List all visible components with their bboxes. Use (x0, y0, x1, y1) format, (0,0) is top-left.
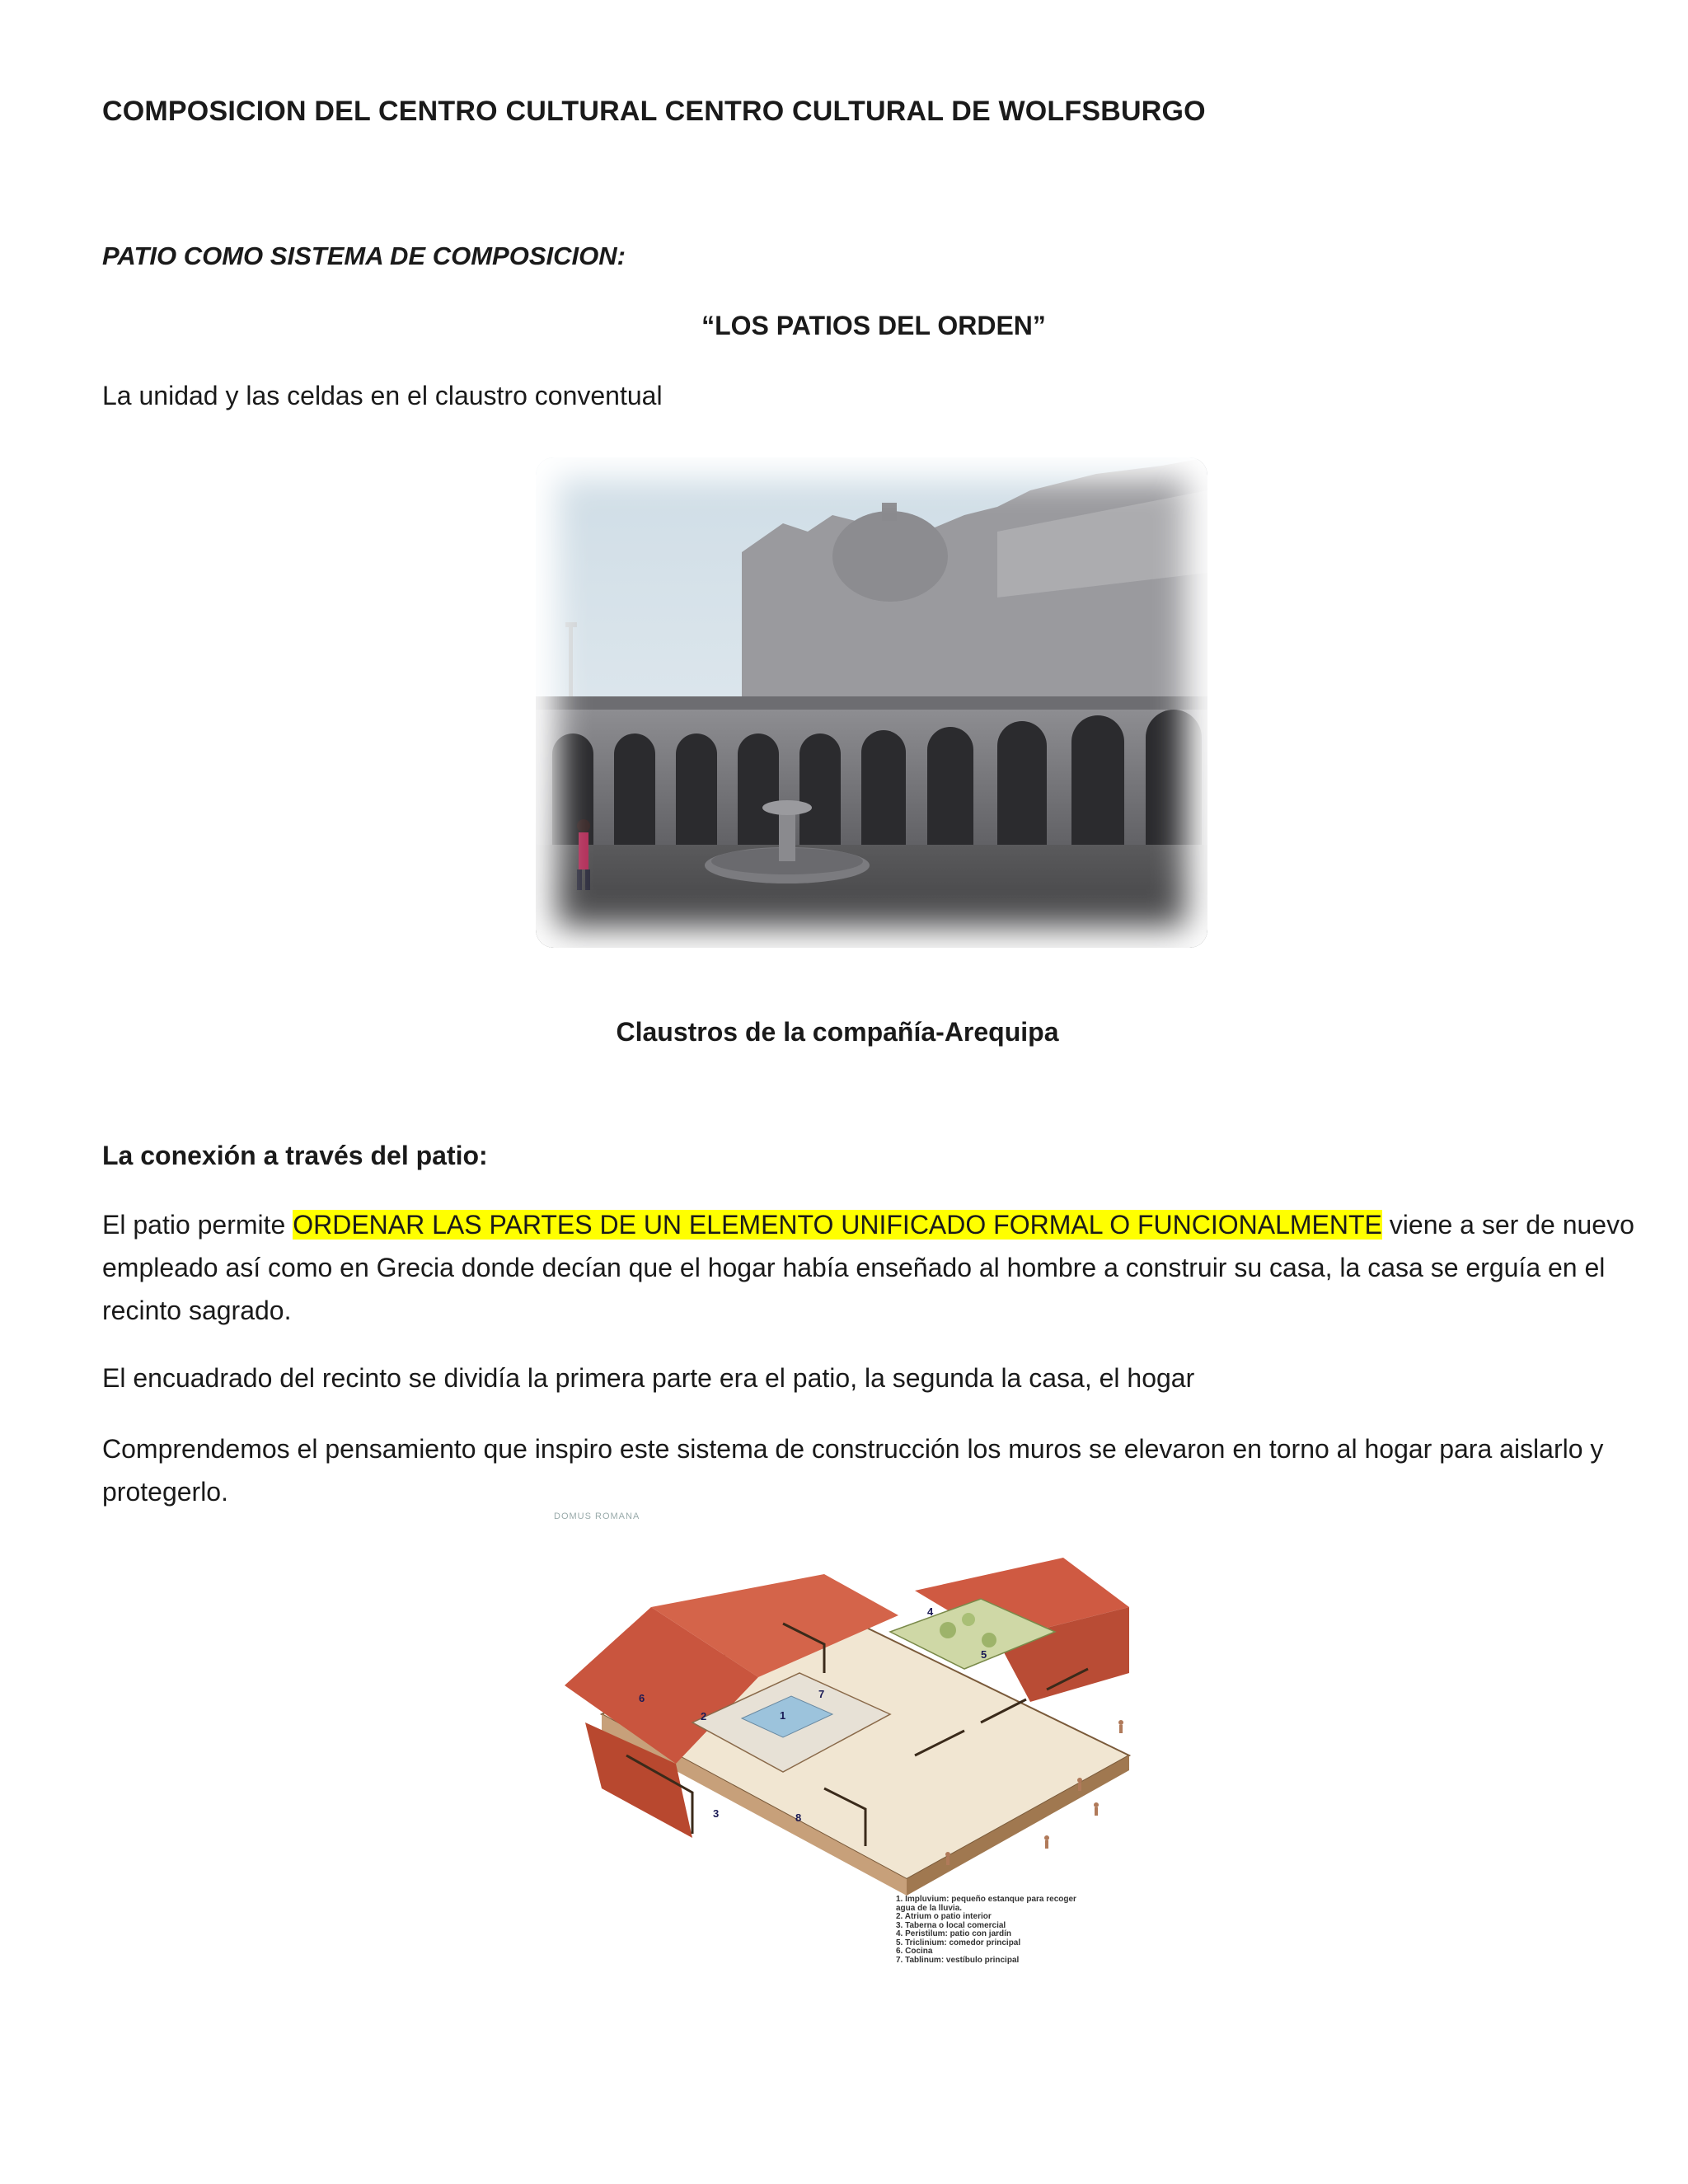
domus-romana-illustration (552, 1508, 1146, 1986)
room-number-1: 1 (780, 1709, 786, 1722)
legend-item: 5. Triclinium: comedor principal (896, 1938, 1021, 1947)
room-number-7: 7 (818, 1688, 825, 1700)
section-subtitle: “LOS PATIOS DEL ORDEN” (701, 311, 1046, 340)
cloister-photo (536, 457, 1207, 948)
figure1-caption: Claustros de la compañía-Arequipa (616, 1017, 1059, 1047)
legend-item: 7. Tablinum: vestíbulo principal (896, 1955, 1020, 1965)
section-title: PATIO COMO SISTEMA DE COMPOSICION: (102, 241, 626, 270)
document-title: COMPOSICION DEL CENTRO CULTURAL CENTRO CULTURAL DE WOLFSBURGO (102, 96, 1206, 127)
legend-item: 2. Atrium o patio interior (896, 1912, 992, 1921)
legend-item: agua de la lluvia. (896, 1903, 963, 1913)
legend-item: 3. Taberna o local comercial (896, 1920, 1006, 1930)
highlighted-phrase: ORDENAR LAS PARTES DE UN ELEMENTO UNIFICADO FORMAL O FUNCIONALMENTE (293, 1210, 1382, 1240)
paragraph-1-start: El patio permite (102, 1210, 293, 1240)
room-number-8: 8 (795, 1811, 802, 1824)
legend-item: 4. Peristilum: patio con jardín (896, 1929, 1012, 1938)
room-number-6: 6 (639, 1692, 645, 1704)
domus-header-label: DOMUS ROMANA (554, 1511, 640, 1521)
domus-legend (896, 1896, 1076, 1965)
connection-heading: La conexión a través del patio: (102, 1141, 488, 1170)
paragraph-1-end: viene a ser de nuevo empleado así como en Grecia donde decían que el hogar había enseñado al hombre a construir su casa, la casa se erguía en el recinto sagrado. (102, 1210, 1634, 1325)
room-number-2: 2 (701, 1710, 707, 1722)
paragraph-1 (102, 1203, 1652, 1332)
legend-item: 6. Cocina (896, 1947, 933, 1956)
paragraph-3: Comprendemos el pensamiento que inspiro este sistema de construcción los muros se elevaron en torno al hogar para aislarlo y protegerlo. (102, 1434, 1604, 1507)
room-number-3: 3 (713, 1807, 720, 1820)
legend-item: 1. Impluvium: pequeño estanque para recoger (896, 1895, 1076, 1904)
room-number-5: 5 (981, 1648, 987, 1661)
cloister-photo-drawing (536, 457, 1207, 948)
domus-drawing (552, 1508, 1146, 1896)
paragraph-2: El encuadrado del recinto se dividía la primera parte era el patio, la segunda la casa, el hogar (102, 1363, 1195, 1393)
intro-line: La unidad y las celdas en el claustro conventual (102, 381, 663, 410)
room-number-4: 4 (927, 1605, 934, 1618)
